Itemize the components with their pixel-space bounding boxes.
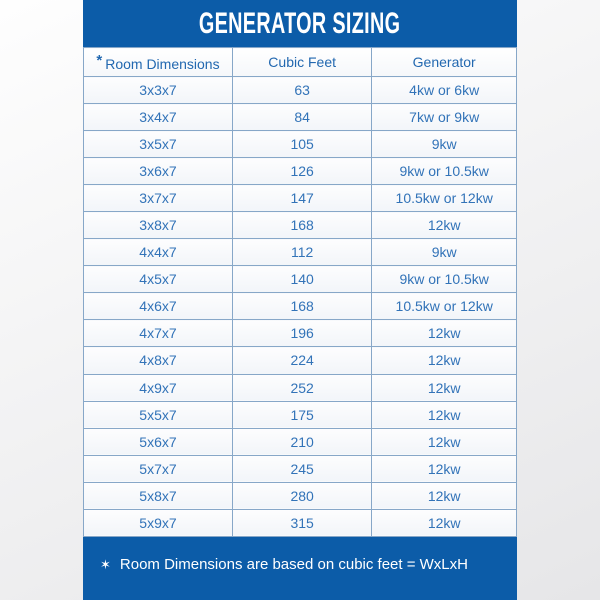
cubic-feet-cell: 315 [232, 509, 371, 536]
generator-cell: 12kw [372, 374, 517, 401]
room-dimensions-cell: 4x4x7 [84, 239, 233, 266]
table-header-row [84, 48, 517, 77]
generator-cell: 9kw [372, 131, 517, 158]
room-dimensions-cell: 4x6x7 [84, 293, 233, 320]
table-row [84, 239, 517, 266]
page-title: GENERATOR SIZING [199, 6, 401, 40]
star-icon: ✶ [100, 556, 111, 572]
cubic-feet-cell: 168 [232, 293, 371, 320]
asterisk-marker: * [96, 52, 103, 69]
generator-cell: 7kw or 9kw [372, 104, 517, 131]
table-row [84, 509, 517, 536]
table-row [84, 293, 517, 320]
table-row [84, 320, 517, 347]
cubic-feet-cell: 245 [232, 455, 371, 482]
table-row [84, 131, 517, 158]
table-row [84, 347, 517, 374]
room-dimensions-cell: 4x9x7 [84, 374, 233, 401]
generator-cell: 12kw [372, 455, 517, 482]
generator-cell: 9kw or 10.5kw [372, 158, 517, 185]
cubic-feet-cell: 175 [232, 401, 371, 428]
generator-cell: 12kw [372, 428, 517, 455]
title-band [83, 0, 517, 47]
room-dimensions-cell: 5x5x7 [84, 401, 233, 428]
room-dimensions-cell: 3x6x7 [84, 158, 233, 185]
table-row [84, 104, 517, 131]
generator-cell: 10.5kw or 12kw [372, 293, 517, 320]
generator-cell: 12kw [372, 509, 517, 536]
cubic-feet-cell: 84 [232, 104, 371, 131]
cubic-feet-cell: 112 [232, 239, 371, 266]
room-dimensions-cell: 3x3x7 [84, 77, 233, 104]
room-dimensions-cell: 4x7x7 [84, 320, 233, 347]
cubic-feet-cell: 105 [232, 131, 371, 158]
room-dimensions-cell: 3x8x7 [84, 212, 233, 239]
table-row [84, 185, 517, 212]
room-dimensions-cell: 3x4x7 [84, 104, 233, 131]
generator-cell: 10.5kw or 12kw [372, 185, 517, 212]
cubic-feet-cell: 126 [232, 158, 371, 185]
table-row [84, 428, 517, 455]
generator-cell: 12kw [372, 320, 517, 347]
generator-cell: 12kw [372, 401, 517, 428]
room-dimensions-cell: 5x7x7 [84, 455, 233, 482]
cubic-feet-cell: 224 [232, 347, 371, 374]
room-dimensions-cell: 5x6x7 [84, 428, 233, 455]
generator-sizing-panel [83, 0, 517, 600]
footnote [83, 537, 517, 600]
table-row [84, 401, 517, 428]
cubic-feet-cell: 63 [232, 77, 371, 104]
cubic-feet-cell: 168 [232, 212, 371, 239]
table-row [84, 482, 517, 509]
table-row [84, 77, 517, 104]
col-header-cubic-feet: Cubic Feet [232, 48, 371, 77]
generator-cell: 12kw [372, 212, 517, 239]
room-dimensions-cell: 4x5x7 [84, 266, 233, 293]
generator-cell: 4kw or 6kw [372, 77, 517, 104]
col-header-room-dimensions [84, 48, 233, 77]
generator-sizing-table [83, 47, 517, 537]
room-dimensions-cell: 3x5x7 [84, 131, 233, 158]
footnote-text: Room Dimensions are based on cubic feet = WxLxH [119, 556, 468, 573]
table-row [84, 455, 517, 482]
table-row [84, 158, 517, 185]
cubic-feet-cell: 147 [232, 185, 371, 212]
generator-cell: 12kw [372, 482, 517, 509]
room-dimensions-cell: 4x8x7 [84, 347, 233, 374]
generator-cell: 12kw [372, 347, 517, 374]
cubic-feet-cell: 196 [232, 320, 371, 347]
generator-cell: 9kw or 10.5kw [372, 266, 517, 293]
cubic-feet-cell: 252 [232, 374, 371, 401]
table-row [84, 266, 517, 293]
table-row [84, 374, 517, 401]
generator-cell: 9kw [372, 239, 517, 266]
col-header-generator: Generator [372, 48, 517, 77]
col-header-room-dimensions-label: Room Dimensions [105, 56, 220, 72]
room-dimensions-cell: 5x9x7 [84, 509, 233, 536]
table-row [84, 212, 517, 239]
cubic-feet-cell: 140 [232, 266, 371, 293]
cubic-feet-cell: 210 [232, 428, 371, 455]
room-dimensions-cell: 3x7x7 [84, 185, 233, 212]
room-dimensions-cell: 5x8x7 [84, 482, 233, 509]
cubic-feet-cell: 280 [232, 482, 371, 509]
